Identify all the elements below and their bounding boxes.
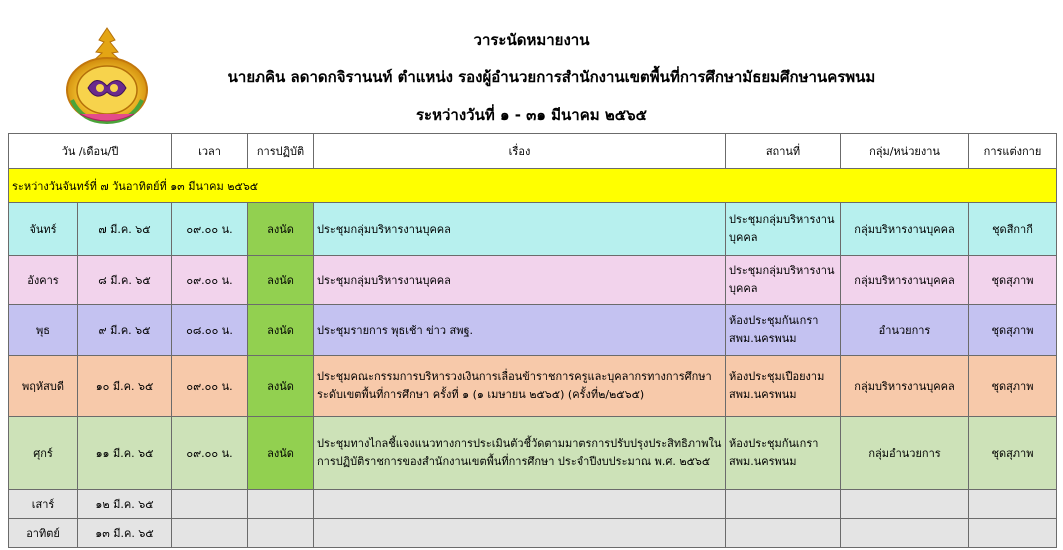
subject-cell: ประชุมคณะกรรมการบริหารวงเงินการเลื่อนข้าราชการครูและบุคลากรทางการศึกษาระดับเขตพื้นที่การศึกษา ครั้งที่ ๑ (๑ เมษายน ๒๕๖๕) (ครั้งที่๒/๒๕๖๕) xyxy=(314,356,726,417)
place-cell: ประชุมกลุ่มบริหารงานบุคคล xyxy=(726,256,841,305)
day-cell: ศุกร์ xyxy=(9,417,78,490)
table-row xyxy=(9,203,1057,256)
dress-cell xyxy=(969,519,1057,548)
place-cell xyxy=(726,519,841,548)
col-time: เวลา xyxy=(172,134,248,169)
table-row xyxy=(9,356,1057,417)
time-cell: ๐๙.๐๐ น. xyxy=(172,356,248,417)
subject-cell: ประชุมทางไกลชี้แจงแนวทางการประเมินตัวชี้วัดตามมาตรการปรับปรุงประสิทธิภาพในการปฏิบัติราชการของสำนักงานเขตพื้นที่การศึกษา ประจำปีงบประมาณ พ.ศ. ๒๕๖๕ xyxy=(314,417,726,490)
subject-cell xyxy=(314,490,726,519)
action-cell xyxy=(248,519,314,548)
action-cell: ลงนัด xyxy=(248,356,314,417)
date-cell: ๑๐ มี.ค. ๖๕ xyxy=(78,356,172,417)
subject-cell: ประชุมกลุ่มบริหารงานบุคคล xyxy=(314,203,726,256)
date-cell: ๙ มี.ค. ๖๕ xyxy=(78,305,172,356)
time-cell: ๐๘.๐๐ น. xyxy=(172,305,248,356)
table-row xyxy=(9,490,1057,519)
group-cell: กลุ่มบริหารงานบุคคล xyxy=(841,203,969,256)
day-cell: จันทร์ xyxy=(9,203,78,256)
page-title: วาระนัดหมายงาน xyxy=(473,31,590,49)
date-cell: ๗ มี.ค. ๖๕ xyxy=(78,203,172,256)
col-place: สถานที่ xyxy=(726,134,841,169)
subject-cell: ประชุมกลุ่มบริหารงานบุคคล xyxy=(314,256,726,305)
schedule-table xyxy=(8,133,1057,548)
col-dress: การแต่งกาย xyxy=(969,134,1057,169)
place-cell: ห้องประชุมกันเกรา สพม.นครพนม xyxy=(726,305,841,356)
day-cell: พุธ xyxy=(9,305,78,356)
action-cell: ลงนัด xyxy=(248,256,314,305)
place-cell: ห้องประชุมกันเกรา สพม.นครพนม xyxy=(726,417,841,490)
subject-cell: ประชุมรายการ พุธเช้า ข่าว สพฐ. xyxy=(314,305,726,356)
dress-cell: ชุดสุภาพ xyxy=(969,256,1057,305)
day-cell: เสาร์ xyxy=(9,490,78,519)
dress-cell: ชุดสุภาพ xyxy=(969,356,1057,417)
day-cell: อาทิตย์ xyxy=(9,519,78,548)
week-label: ระหว่างวันจันทร์ที่ ๗ วันอาทิตย์ที่ ๑๓ มีนาคม ๒๕๖๕ xyxy=(9,169,1057,203)
group-cell xyxy=(841,519,969,548)
group-cell xyxy=(841,490,969,519)
group-cell: กลุ่มบริหารงานบุคคล xyxy=(841,356,969,417)
group-cell: กลุ่มอำนวยการ xyxy=(841,417,969,490)
action-cell: ลงนัด xyxy=(248,305,314,356)
table-row xyxy=(9,519,1057,548)
time-cell xyxy=(172,490,248,519)
date-cell: ๑๓ มี.ค. ๖๕ xyxy=(78,519,172,548)
dress-cell xyxy=(969,490,1057,519)
dress-cell: ชุดสุภาพ xyxy=(969,305,1057,356)
period-title: ระหว่างวันที่ ๑ - ๓๑ มีนาคม ๒๕๖๕ xyxy=(416,106,647,124)
col-group: กลุ่ม/หน่วยงาน xyxy=(841,134,969,169)
day-cell: พฤหัสบดี xyxy=(9,356,78,417)
col-action: การปฏิบัติ xyxy=(248,134,314,169)
table-row xyxy=(9,417,1057,490)
header-row xyxy=(9,134,1057,169)
group-cell: กลุ่มบริหารงานบุคคล xyxy=(841,256,969,305)
group-cell: อำนวยการ xyxy=(841,305,969,356)
person-title: นายภคิน ลดาดกจิรานนท์ ตำแหน่ง รองผู้อำนวยการสำนักงานเขตพื้นที่การศึกษามัธยมศึกษานครพนม xyxy=(227,68,876,86)
subject-cell xyxy=(314,519,726,548)
date-cell: ๘ มี.ค. ๖๕ xyxy=(78,256,172,305)
place-cell: ห้องประชุมเปือยงาม สพม.นครพนม xyxy=(726,356,841,417)
date-cell: ๑๒ มี.ค. ๖๕ xyxy=(78,490,172,519)
action-cell: ลงนัด xyxy=(248,203,314,256)
table-row xyxy=(9,305,1057,356)
dress-cell: ชุดสุภาพ xyxy=(969,417,1057,490)
table-row xyxy=(9,256,1057,305)
place-cell xyxy=(726,490,841,519)
time-cell: ๐๙.๐๐ น. xyxy=(172,256,248,305)
time-cell xyxy=(172,519,248,548)
action-cell xyxy=(248,490,314,519)
col-subject: เรื่อง xyxy=(314,134,726,169)
time-cell: ๐๙.๐๐ น. xyxy=(172,417,248,490)
col-date: วัน /เดือน/ปี xyxy=(9,134,172,169)
day-cell: อังคาร xyxy=(9,256,78,305)
action-cell: ลงนัด xyxy=(248,417,314,490)
date-cell: ๑๑ มี.ค. ๖๕ xyxy=(78,417,172,490)
time-cell: ๐๙.๐๐ น. xyxy=(172,203,248,256)
week-band-row xyxy=(9,169,1057,203)
dress-cell: ชุดสีกากี xyxy=(969,203,1057,256)
place-cell: ประชุมกลุ่มบริหารงานบุคคล xyxy=(726,203,841,256)
